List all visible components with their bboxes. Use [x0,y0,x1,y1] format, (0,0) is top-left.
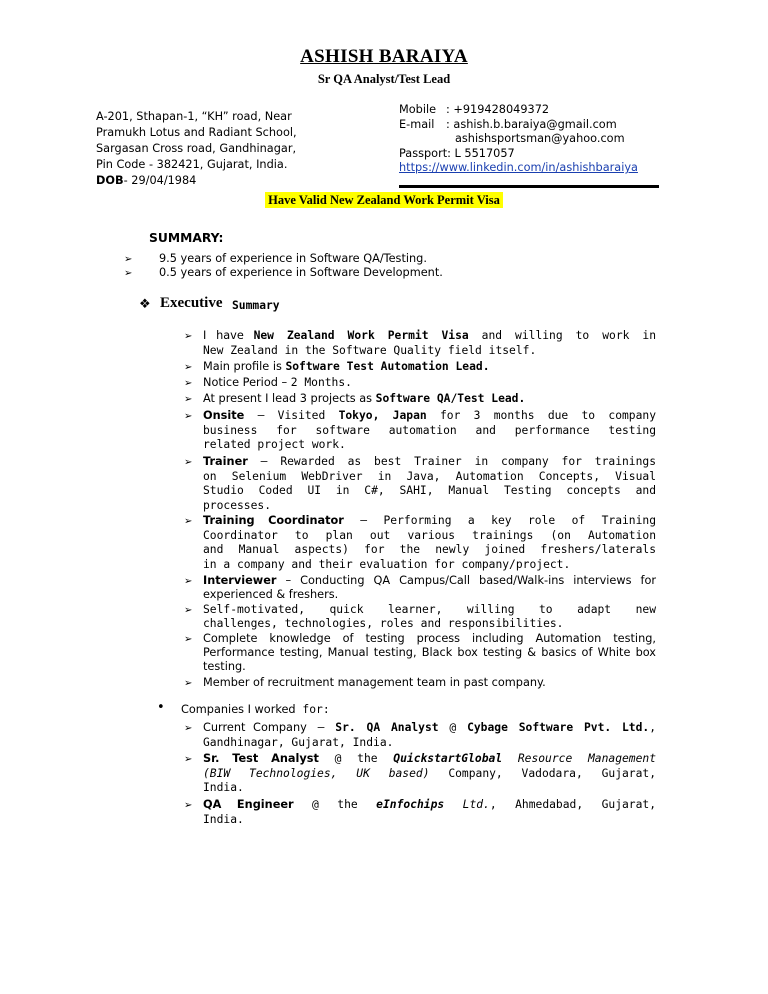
exec-bullet-10-cont: Performance testing, Manual testing, Black box testing & basics of White box [203,646,656,659]
executive-heading-word1: Executive [160,295,223,311]
company-2-cont: India. [203,781,244,794]
dob-value: - 29/04/1984 [123,174,197,187]
dob-line [96,173,297,189]
exec-bullet-5: Onsite – Visited Tokyo, Japan for 3 months due to company [203,409,657,422]
arrow-bullet-icon: ➢ [124,254,133,265]
exec-bullet-10: Complete knowledge of testing process including Automation testing, [203,632,656,645]
header-rule [399,185,659,188]
resume-name: ASHISH BARAIYA [300,46,468,67]
company-2: Sr. Test Analyst @ the QuickstartGlobal Resource Management [203,752,657,765]
companies-heading: Companies I worked for: [181,703,330,716]
address-line: Pramukh Lotus and Radiant School, [96,126,297,139]
contact-block [399,103,638,176]
address-line: A-201, Sthapan-1, “KH” road, Near [96,110,292,123]
exec-bullet-8: Interviewer – Conducting QA Campus/Call based/Walk-ins interviews for [203,574,656,587]
exec-bullet-1-cont: New Zealand in the Software Quality field itself. [203,344,537,357]
resume-title: Sr QA Analyst/Test Lead [317,72,451,86]
exec-bullet-4: At present I lead 3 projects as Software QA/Test Lead. [203,392,526,405]
arrow-bullet-icon: ➢ [184,605,193,616]
company-3-cont: India. [203,813,244,826]
summary-heading: SUMMARY: [149,231,224,245]
exec-bullet-7-cont: and Manual aspects) for the newly joined freshers/laterals [203,543,656,556]
arrow-bullet-icon: ➢ [124,268,133,279]
exec-bullet-7: Training Coordinator – Performing a key role of Training [203,514,657,527]
exec-bullet-6: Trainer – Rewarded as best Trainer in company for trainings [203,455,656,468]
company-3: QA Engineer @ the eInfochips Ltd., Ahmedabad, Gujarat, [203,798,656,811]
email-label: E-mail [399,117,435,131]
exec-bullet-8-cont: experienced & freshers. [203,588,339,601]
linkedin-link[interactable]: https://www.linkedin.com/in/ashishbaraiya [399,161,638,174]
exec-bullet-6-cont: Studio Coded UI in C#, SAHI, Manual Testing concepts and [203,484,656,497]
exec-bullet-10-cont: testing. [203,660,246,673]
visa-banner [0,193,768,208]
exec-bullet-9-cont: challenges, technologies, roles and responsibilities. [203,617,564,630]
arrow-bullet-icon: ➢ [184,457,193,468]
exec-bullet-7-cont: in a company and their evaluation for company/project. [203,558,571,571]
executive-heading-word2: Summary [232,299,280,312]
exec-bullet-5-cont: business for software automation and performance testing [203,424,656,437]
email-line [399,118,638,133]
arrow-bullet-icon: ➢ [184,634,193,645]
address-line: Pin Code - 382421, Gujarat, India. [96,158,288,171]
mobile-line [399,103,638,118]
diamond-bullet-icon: ❖ [139,297,151,312]
exec-bullet-7-cont: Coordinator to plan out various trainings (on Automation [203,529,656,542]
exec-bullet-1: I have New Zealand Work Permit Visa and willing to work in [203,329,656,342]
passport-line: Passport: L 5517057 [399,146,515,160]
exec-bullet-6-cont: on Selenium WebDriver in Java, Automation Concepts, Visual [203,470,656,483]
arrow-bullet-icon: ➢ [184,678,193,689]
mobile-label: Mobile [399,103,437,116]
company-1-cont: Gandhinagar, Gujarat, India. [203,736,394,749]
address-block [96,109,297,189]
dot-bullet-icon: • [157,700,165,715]
summary-item: 9.5 years of experience in Software QA/Testing. [159,252,427,265]
email-line-2: ashishsportsman@yahoo.com [455,132,625,145]
arrow-bullet-icon: ➢ [184,378,193,389]
exec-bullet-5-cont: related project work. [203,438,346,451]
arrow-bullet-icon: ➢ [184,411,193,422]
arrow-bullet-icon: ➢ [184,331,193,342]
mobile-value: : +919428049372 [446,103,550,116]
summary-item: 0.5 years of experience in Software Development. [159,266,443,279]
email-value: : ashish.b.baraiya@gmail.com [446,117,617,131]
arrow-bullet-icon: ➢ [184,362,193,373]
visa-banner-text: Have Valid New Zealand Work Permit Visa [265,192,503,208]
company-2-cont: (BIW Technologies, UK based) Company, Vadodara, Gujarat, [203,767,656,780]
exec-bullet-11: Member of recruitment management team in past company. [203,676,546,689]
address-line: Sargasan Cross road, Gandhinagar, [96,142,297,155]
arrow-bullet-icon: ➢ [184,394,193,405]
exec-bullet-3: Notice Period – 2 Months. [203,376,352,389]
arrow-bullet-icon: ➢ [184,723,193,734]
exec-bullet-2: Main profile is Software Test Automation Lead. [203,360,490,373]
arrow-bullet-icon: ➢ [184,754,193,765]
arrow-bullet-icon: ➢ [184,800,193,811]
dob-label: DOB [96,174,124,187]
company-1: Current Company – Sr. QA Analyst @ Cybage Software Pvt. Ltd., [203,721,657,734]
arrow-bullet-icon: ➢ [184,516,193,527]
exec-bullet-9: Self-motivated, quick learner, willing to adapt new [203,603,656,616]
exec-bullet-6-cont: processes. [203,499,272,512]
arrow-bullet-icon: ➢ [184,576,193,587]
